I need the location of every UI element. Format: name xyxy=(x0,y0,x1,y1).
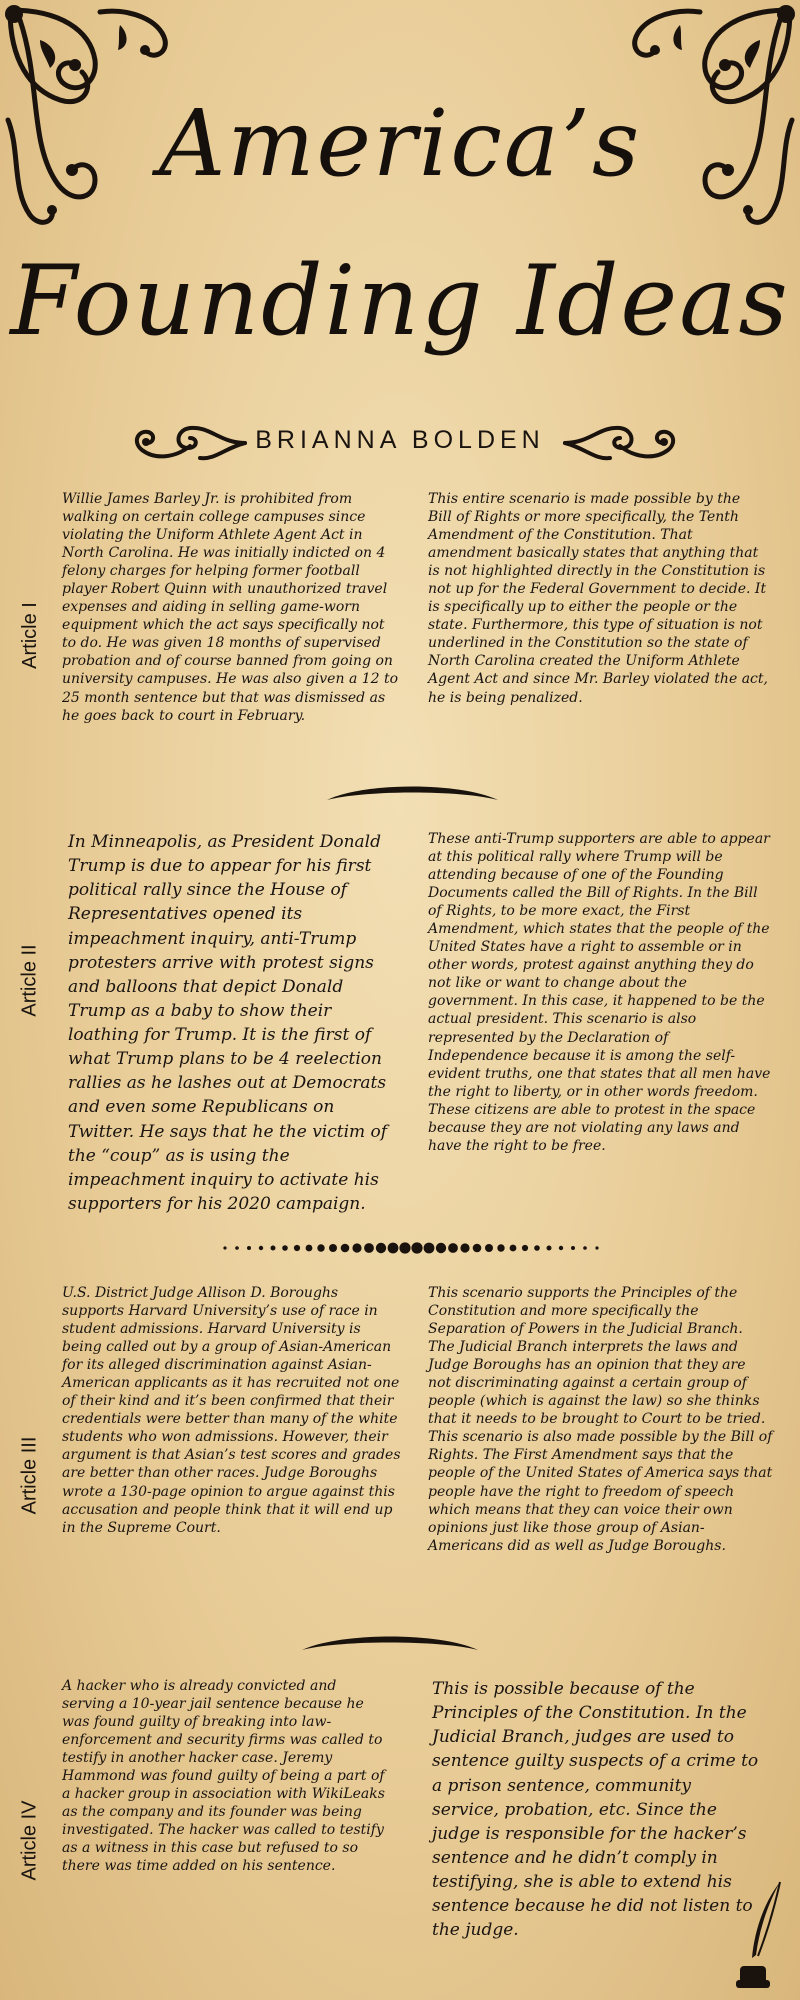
article-4-analysis-text: This is possible because of the Principles of the Constitution. In the Judicial Branch, judges are used to sentence guilty suspects of a crime to a prison sentence, community service, probation, etc. Since the judge is responsible for the hacker’s sentence and he didn’t comply in testifying, she is able to extend his sentence because he did not listen to the judge. xyxy=(432,1679,759,1941)
title-line-2: Founding Ideas xyxy=(10,245,790,357)
article-2-news-text: In Minneapolis, as President Donald Trump is due to appear for his first political rally since the House of Representatives opened its impeachment inquiry, anti-Trump protesters arrive with protest signs and balloons that depict Donald Trump as a baby to show their loathing for Trump. It is the first of what Trump plans to be 4 reelection rallies as he lashes out at Democrats and even some Republicans on Twitter. He says that he the victim of the “coup” as is using the impeachment inquiry to activate his supporters for his 2020 campaign. xyxy=(68,832,388,1214)
scroll-ornament-right xyxy=(560,418,690,468)
section-divider-dots xyxy=(220,1240,600,1256)
article-1-label: Article I xyxy=(18,601,41,669)
author-name: BRIANNA BOLDEN xyxy=(255,426,545,454)
article-1-news-text: Willie James Barley Jr. is prohibited from walking on certain college campuses since violating the Uniform Athlete Agent Act in North Carolina. He was initially indicted on 4 felony charges for helping former football player Robert Quinn with unauthorized travel expenses and aiding in selling game-worn equipment which the act says specifically not to do. He was given 18 months of supervised probation and of course banned from going on university campuses. He was also given a 12 to 25 month sentence but that was dismissed as he goes back to court in February. xyxy=(62,491,399,724)
article-3-analysis-text: This scenario supports the Principles of the Constitution and more specifically the Separation of Powers in the Judicial Branch. The Judicial Branch interprets the laws and Judge Boroughs has an opinion that they are not discriminating against a certain group of people (which is against the law) so she thinks that it needs to be brought to Court to be tried. This scenario is also made possible by the Bill of Rights. The First Amendment says that the people of the United States of America says that people have the right to freedom of speech which means that they can voice their own opinions just like those group of Asian-Americans did as well as Judge Boroughs. xyxy=(428,1285,773,1554)
article-4-label: Article IV xyxy=(18,1799,41,1881)
section-divider-1 xyxy=(325,780,500,808)
quill-pen-icon xyxy=(730,1880,790,1990)
article-1-analysis-text: This entire scenario is made possible by the Bill of Rights or more specifically, the Tenth Amendment of the Constitution. That amendment basically states that anything that is not highlighted directly in the Constitution is not up for the Federal Government to decide. It is specifically up to either the people or the state. Furthermore, this type of situation is not underlined in the Constitution so the state of North Carolina created the Uniform Athlete Agent Act and since Mr. Barley violated the act, he is being penalized. xyxy=(428,491,768,706)
title-line-1: America’s xyxy=(158,90,642,197)
article-3-label: Article III xyxy=(18,1436,41,1514)
author-row xyxy=(0,418,800,468)
article-3-news-text: U.S. District Judge Allison D. Boroughs supports Harvard University’s use of race in student admissions. Harvard University is being called out by a group of Asian-American for its alleged discrimination against Asian-American applicants as it has recruited not one of their kind and it’s been confirmed that their credentials were better than many of the white students who won admissions. However, their argument is that Asian’s test scores and grades are better than other races. Judge Boroughs wrote a 130-page opinion to argue against this accusation and people think that it will end up in the Supreme Court. xyxy=(62,1285,401,1536)
article-2-analysis-text: These anti-Trump supporters are able to appear at this political rally where Trump will be attending because of one of the Founding Documents called the Bill of Rights. In the Bill of Rights, to be more exact, the First Amendment, which states that the people of the United States have a right to assemble or in other words, protest against anything they do not like or want to change about the government. In this case, it happened to be the actual president. This scenario is also represented by the Declaration of Independence because it is among the self-evident truths, one that states that all men have the right to liberty, or in other words freedom. These citizens are able to protest in the space because they are not violating any laws and have the right to be free. xyxy=(428,831,771,1154)
article-2-label: Article II xyxy=(18,943,41,1017)
section-divider-3 xyxy=(300,1630,480,1658)
article-4-news-text: A hacker who is already convicted and serving a 10-year jail sentence because he was found guilty of breaking into law-enforcement and security firms was called to testify in another hacker case. Jeremy Hammond was found guilty of being a part of a hacker group in association with WikiLeaks as the company and its founder was being investigated. The hacker was called to testify as a witness in this case but refused to so there was time added on his sentence. xyxy=(62,1678,385,1875)
